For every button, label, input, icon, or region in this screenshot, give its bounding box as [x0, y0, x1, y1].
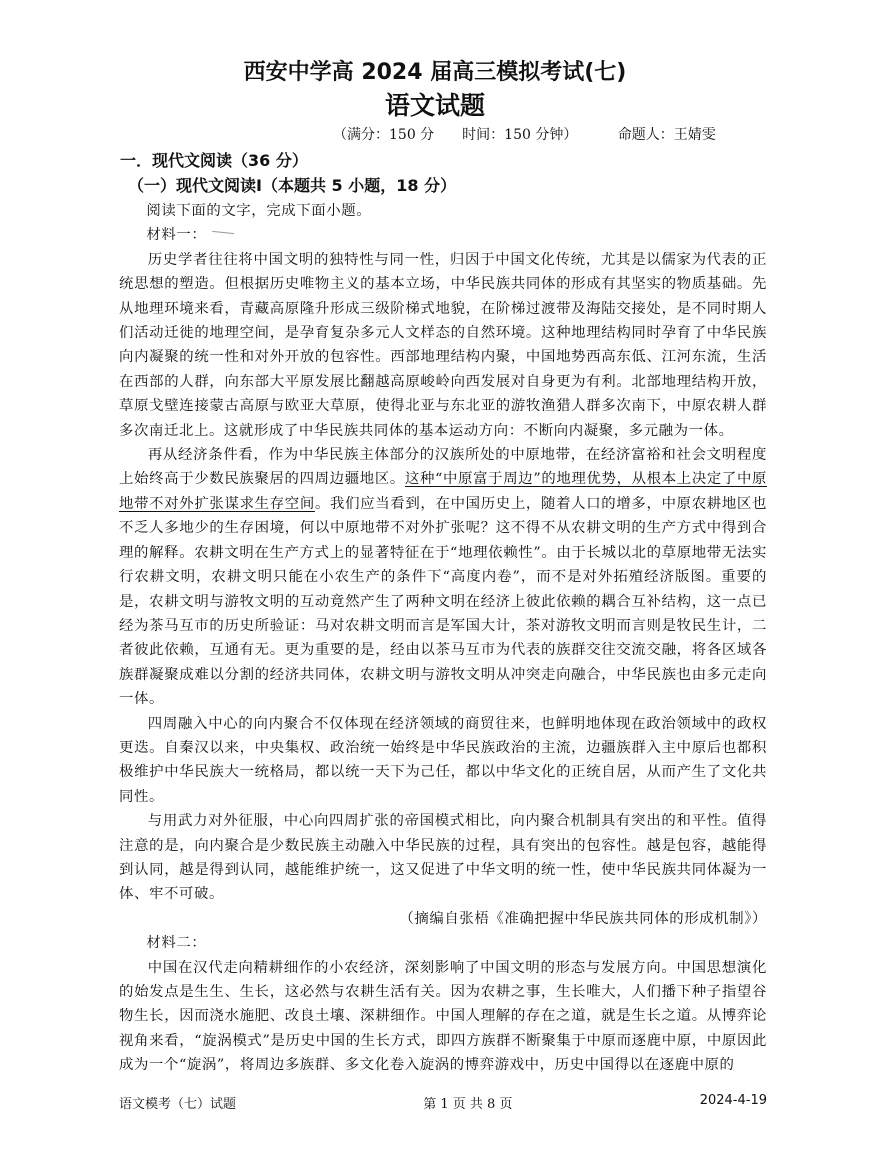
paragraph-text: 。我们应当看到，在中国历史上，随着人口的增多，中原农耕地区也不乏人多地少的生存困境，何以中原地带不对外扩张呢？这不得不从农耕文明的生产方式中得到合理的解释。农耕文明在生产方式上的显著特征在于“地理依赖性”。由于长城以北的草原地带无法实行农耕文明，农耕文明只能在小农生产的条件下“高度内卷”，而不是对外拓殖经济版图。重要的是，农耕文明与游牧文明的互动竟然产生了两种文明在经济上彼此依赖的耦合互补结构，这一点已经为茶马互市的历史所验证：马对农耕文明而言是军国大计，茶对游牧文明而言则是牧民生计，二者彼此依赖，互通有无。更为重要的是，经由以茶马互市为代表的族群交往交流交融，将各区域各族群凝聚成难以分割的经济共同体，农耕文明与游牧文明从冲突走向融合，中华民族也由多元走向一体。: [119, 495, 767, 708]
underlined-sentence: 这种“中原富于周边”的地理优势，从根本上决定了中原地带不对外扩张谋求生存空间: [119, 471, 767, 512]
paragraph: 四周融入中心的向内聚合不仅体现在经济领域的商贸往来，也鲜明地体现在政治领域中的政权更迭。自秦汉以来，中央集权、政治统一始终是中华民族政治的主流，边疆族群入主中原后也都积极维护中华民族大一统格局，都以统一天下为己任，都以中华文化的正统自居，从而产生了文化共同性。: [119, 715, 767, 805]
paragraph: 中国在汉代走向精耕细作的小农经济，深刻影响了中国文明的形态与发展方向。中国思想演化的始发点是生生、生长，这必然与农耕生活有关。因为农耕之事，生长唯大，人们播下种子指望谷物生长，因而浇水施肥、改良土壤、深耕细作。中国人理解的存在之道，就是生长之道。从博弈论视角来看，“旋涡模式”是历史中国的生长方式，即四方族群不断聚集于中原而逐鹿中原，中原因此成为一个“旋涡”，将周边多族群、多文化卷入旋涡的博弈游戏中，历史中国得以在逐鹿中原的: [119, 959, 767, 1074]
source-citation: （摘编自张梧《准确把握中华民族共同体的形成机制》）: [399, 910, 767, 927]
paragraph-text: 再从经济条件看，作为中华民族主体部分的汉族所处的中原地带，在经济富裕和社会文明程度上始终高于少数民族聚居的四周边疆地区。: [119, 447, 767, 488]
paragraph: 历史学者往往将中国文明的独特性与同一性，归因于中国文化传统，尤其是以儒家为代表的正统思想的塑造。但根据历史唯物主义的基本立场，中华民族共同体的形成有其坚实的物质基础。先从地理环境来看，青藏高原隆升形成三级阶梯式地貌，在阶梯过渡带及海陆交接处，是不同时期人们活动迁徙的地理空间，是孕育复杂多元人文样态的自然环境。这种地理结构同时孕育了中华民族向内凝聚的统一性和对外开放的包容性。西部地理结构内聚，中国地势西高东低、江河东流，生活在西部的人群，向东部大平原发展比翻越高原峻岭向西发展对自身更为有利。北部地理结构开放，草原戈壁连接蒙古高原与欧亚大草原，使得北亚与东北亚的游牧渔猎人群多次南下，中原农耕人群多次南迁北上。这就形成了中华民族共同体的基本运动方向：不断向内凝聚，多元融为一体。: [119, 251, 767, 439]
footer-date: 2024-4-19: [699, 1093, 767, 1108]
exam-title: 西安中学高 2024 届高三模拟考试(七): [243, 60, 627, 85]
instruction-text: 阅读下面的文字，完成下面小题。: [146, 203, 372, 219]
material-one-label-text: 材料一：: [146, 227, 207, 244]
page-footer: [119, 1093, 767, 1112]
material-one-label: [119, 223, 767, 247]
exam-info: （满分：150 分 时间：150 分钟）: [333, 127, 578, 143]
exam-author: 命题人：王婧雯: [617, 127, 716, 143]
footer-exam-name: 语文模考（七）试题: [119, 1097, 237, 1112]
material-two-label: 材料二：: [146, 935, 207, 952]
exam-subtitle: 语文试题: [384, 91, 485, 120]
reading-passage: [119, 199, 767, 1078]
section-heading: 一．现代文阅读（36 分）: [120, 151, 308, 170]
paragraph: 与用武力对外征服，中心向四周扩张的帝国模式相比，向内聚合机制具有突出的和平性。值得注意的是，向内聚合是少数民族主动融入中华民族的过程，具有突出的包容性。越是包容，越能得到认同，越是得到认同，越能维护统一，这又促进了中华文明的统一性，使中华民族共同体凝为一体、牢不可破。: [119, 813, 767, 903]
paragraph: [119, 443, 767, 711]
page-number: 第 1 页 共 8 页: [423, 1097, 513, 1112]
pen-mark: [212, 231, 235, 240]
exam-info-line: [333, 124, 716, 144]
subsection-heading: （一）现代文阅读Ⅰ（本题共 5 小题，18 分）: [128, 176, 457, 195]
